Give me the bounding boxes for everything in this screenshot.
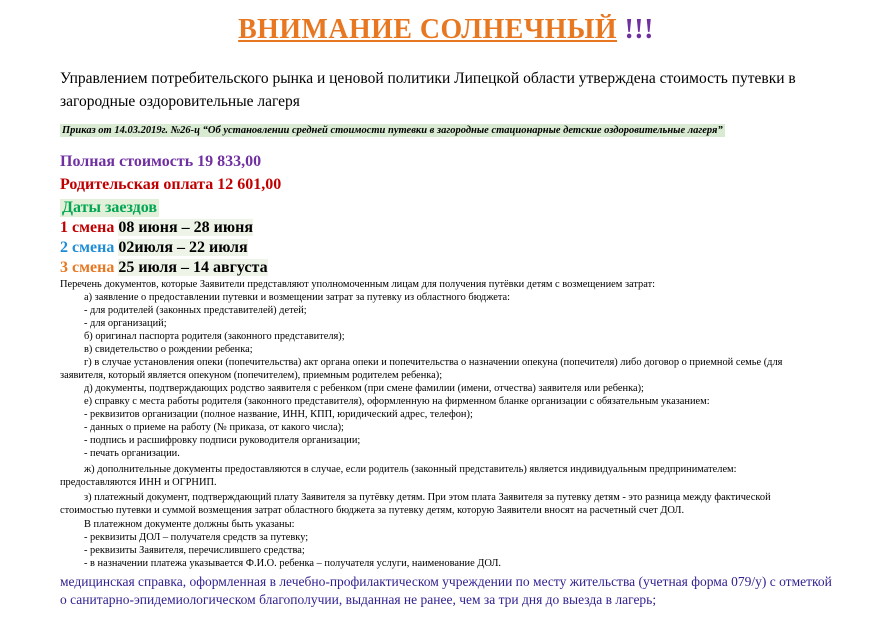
- doc-line: предоставляются ИНН и ОГРНИП.: [60, 477, 217, 488]
- title-exclaim: !!!: [624, 14, 654, 45]
- doc-line: - реквизитов организации (полное название, ИНН, КПП, юридический адрес, телефон);: [84, 409, 473, 420]
- shift-1-dates: 08 июня – 28 июня: [118, 219, 253, 236]
- doc-line: г) в случае установления опеки (попечительства) акт органа опеки и попечительства о назначении опекуна (попечителя) либо договор о приемной семье (для: [84, 357, 783, 368]
- dates-label: Даты заездов: [62, 199, 157, 216]
- intro-line-2: загородные оздоровительные лагеря: [60, 93, 300, 110]
- shift-2: [60, 239, 248, 257]
- shift-2-name: 2 смена: [60, 239, 115, 256]
- doc-line: - реквизиты Заявителя, перечислившего средства;: [84, 545, 305, 556]
- title-text: ВНИМАНИЕ СОЛНЕЧНЫЙ: [238, 14, 618, 45]
- shift-2-dates: 02июля – 22 июля: [118, 239, 248, 256]
- doc-line: заявителя, который является опекуном (попечителем), приемным родителем ребенка);: [60, 370, 443, 381]
- shift-3-name: 3 смена: [60, 259, 115, 276]
- medical-line-2: о санитарно-эпидемиологическом благополучии, выданная не ранее, чем за три дня до выезда в лагерь;: [60, 592, 657, 607]
- shift-1-name: 1 смена: [60, 219, 115, 236]
- intro-line-1: Управлением потребительского рынка и ценовой политики Липецкой области утверждена стоимость путевки в: [60, 70, 796, 87]
- doc-line: - для родителей (законных представителей) детей;: [84, 305, 307, 316]
- doc-line: - подпись и расшифровку подписи руководителя организации;: [84, 435, 361, 446]
- doc-line: стоимостью путевки и суммой возмещения затрат областного бюджета за путевку детям, которую Заявители вносят на расчетный счет ДОЛ.: [60, 505, 685, 516]
- shift-1: [60, 219, 253, 237]
- medical-line-1: медицинская справка, оформленная в лечебно-профилактическом учреждении по месту жительства (учетная форма 079/у) с отметкой: [60, 574, 832, 589]
- doc-line: ж) дополнительные документы предоставляются в случае, если родитель (законный представитель) является индивидуальным предпринимателем:: [84, 464, 737, 475]
- doc-line: В платежном документе должны быть указаны:: [84, 519, 295, 530]
- page-title: [0, 14, 892, 46]
- doc-line: - данных о приеме на работу (№ приказа, от какого числа);: [84, 422, 344, 433]
- shift-3: [60, 259, 268, 277]
- parent-payment: Родительская оплата 12 601,00: [60, 176, 282, 193]
- shift-3-dates: 25 июля – 14 августа: [118, 259, 268, 276]
- full-cost: Полная стоимость 19 833,00: [60, 153, 262, 170]
- doc-line: д) документы, подтверждающих родство заявителя с ребенком (при смене фамилии (имени, отчества) заявителя или ребенка);: [84, 383, 644, 394]
- doc-line: - реквизиты ДОЛ – получателя средств за путевку;: [84, 532, 309, 543]
- doc-line: б) оригинал паспорта родителя (законного представителя);: [84, 331, 345, 342]
- doc-line: е) справку с места работы родителя (законного представителя), оформленную на фирменном бланке организации с обязательным указанием:: [84, 396, 710, 407]
- doc-line: - в назначении платежа указывается Ф.И.О. ребенка – получателя услуги, наименование ДОЛ.: [84, 558, 501, 569]
- order-reference: Приказ от 14.03.2019г. №26-ц “Об установлении средней стоимости путевки в загородные стационарные детские оздоровительные лагеря”: [62, 125, 723, 136]
- doc-line: Перечень документов, которые Заявители представляют уполномоченным лицам для получения путёвки детям с возмещением затрат:: [60, 279, 656, 290]
- doc-line: - печать организации.: [84, 448, 180, 459]
- doc-line: з) платежный документ, подтверждающий плату Заявителя за путёвку детям. При этом плата Заявителя за путевку детям - это разница между фактической: [84, 492, 771, 503]
- doc-line: а) заявление о предоставлении путевки и возмещении затрат за путевку из областного бюджета:: [84, 292, 511, 303]
- doc-line: - для организаций;: [84, 318, 167, 329]
- doc-line: в) свидетельство о рождении ребенка;: [84, 344, 253, 355]
